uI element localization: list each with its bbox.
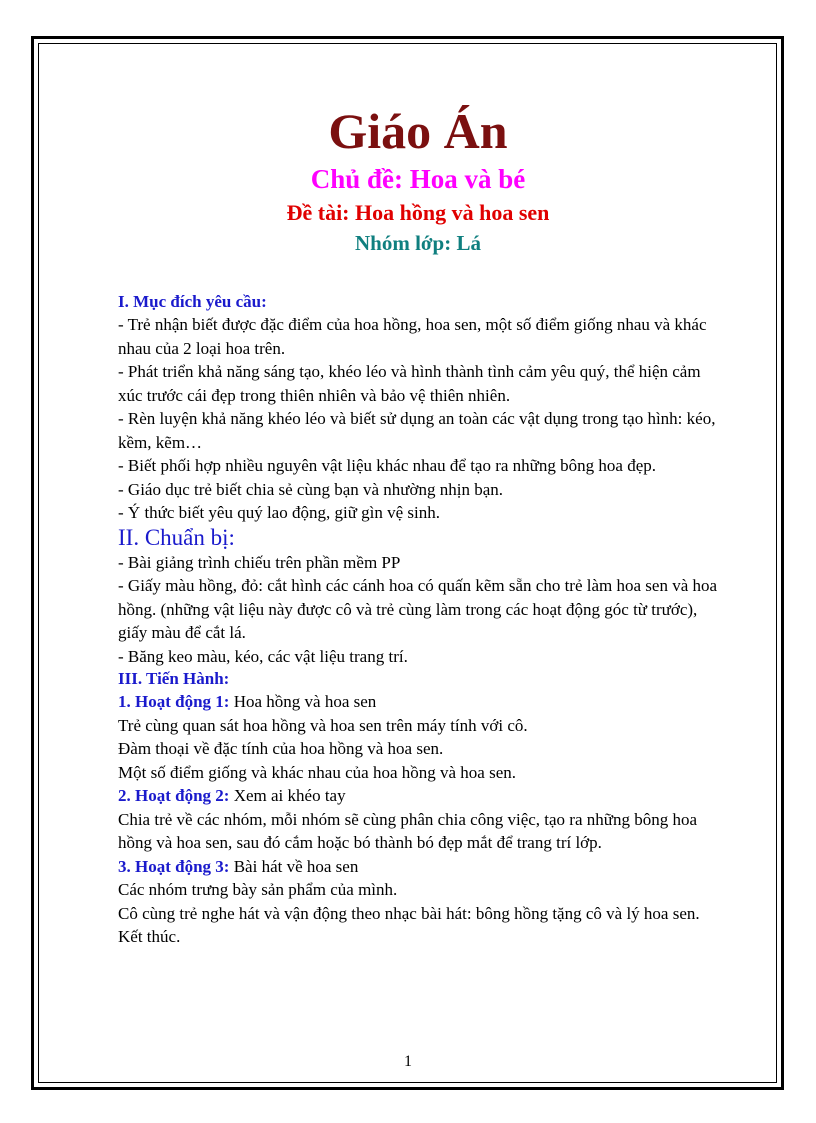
- preparation-item: - Băng keo màu, kéo, các vật liệu trang trí.: [118, 646, 408, 666]
- activity-heading: [118, 784, 718, 808]
- page-number: 1: [404, 1053, 412, 1070]
- activity-label: 2. Hoạt động 2:: [118, 786, 230, 805]
- preparation-item: - Giấy màu hồng, đỏ: cắt hình các cánh hoa có quấn kẽm sẵn cho trẻ làm hoa sen và hoa hồng. (những vật liệu này được cô và trẻ cùng làm trong các hoạt động góc từ trước), giấy màu để cắt lá.: [118, 576, 718, 642]
- activity-name: Bài hát về hoa sen: [229, 856, 359, 876]
- activity-line: Cô cùng trẻ nghe hát và vận động theo nhạc bài hát: bông hồng tặng cô và lý hoa sen.: [118, 903, 700, 923]
- activity-line: Các nhóm trưng bày sản phẩm của mình.: [118, 880, 398, 899]
- activity-line: Kết thúc.: [118, 927, 181, 946]
- document-topic: Đề tài: Hoa hồng và hoa sen: [286, 200, 550, 225]
- activity-name: Xem ai khéo tay: [229, 786, 346, 805]
- document-body: [118, 100, 718, 949]
- procedure-heading: III. Tiến Hành:: [118, 669, 230, 688]
- document-group: Nhóm lớp: Lá: [355, 231, 481, 255]
- document-title: Giáo Án: [328, 103, 508, 159]
- activity-label: 3. Hoạt động 3:: [118, 856, 230, 876]
- activity-line: Một số điểm giống và khác nhau của hoa hồng và hoa sen.: [118, 762, 516, 782]
- objectives-heading: I. Mục đích yêu cầu:: [118, 292, 267, 311]
- activity-line: Chia trẻ về các nhóm, mỗi nhóm sẽ cùng phân chia công việc, tạo ra những bông hoa hồng và hoa sen, sau đó cắm hoặc bó thành bó đẹp mắt để trang trí lớp.: [118, 809, 698, 852]
- preparation-heading: II. Chuẩn bị:: [118, 524, 235, 550]
- objective-item: - Biết phối hợp nhiều nguyên vật liệu khác nhau để tạo ra những bông hoa đẹp.: [118, 456, 656, 475]
- preparation-item: - Bài giảng trình chiếu trên phần mềm PP: [118, 552, 401, 572]
- objective-item: - Trẻ nhận biết được đặc điểm của hoa hồng, hoa sen, một số điểm giống nhau và khác nhau của 2 loại hoa trên.: [118, 315, 707, 358]
- activity-name: Hoa hồng và hoa sen: [229, 692, 377, 711]
- document-theme: Chủ đề: Hoa và bé: [310, 164, 526, 194]
- activity-heading: [118, 690, 718, 714]
- activity-label: 1. Hoạt động 1:: [118, 692, 230, 711]
- activity-line: Trẻ cùng quan sát hoa hồng và hoa sen trên máy tính với cô.: [118, 715, 528, 735]
- activity-line: Đàm thoại về đặc tính của hoa hồng và hoa sen.: [118, 739, 444, 758]
- objective-item: - Giáo dục trẻ biết chia sẻ cùng bạn và nhường nhịn bạn.: [118, 479, 504, 499]
- objective-item: - Rèn luyện khả năng khéo léo và biết sử dụng an toàn các vật dụng trong tạo hình: kéo, kềm, kẽm…: [118, 409, 716, 452]
- objective-item: - Ý thức biết yêu quý lao động, giữ gìn vệ sinh.: [118, 503, 441, 522]
- activity-heading: [118, 855, 718, 879]
- objective-item: - Phát triển khả năng sáng tạo, khéo léo và hình thành tình cảm yêu quý, thể hiện cảm xúc trước cái đẹp trong thiên nhiên và bảo vệ thiên nhiên.: [118, 362, 701, 405]
